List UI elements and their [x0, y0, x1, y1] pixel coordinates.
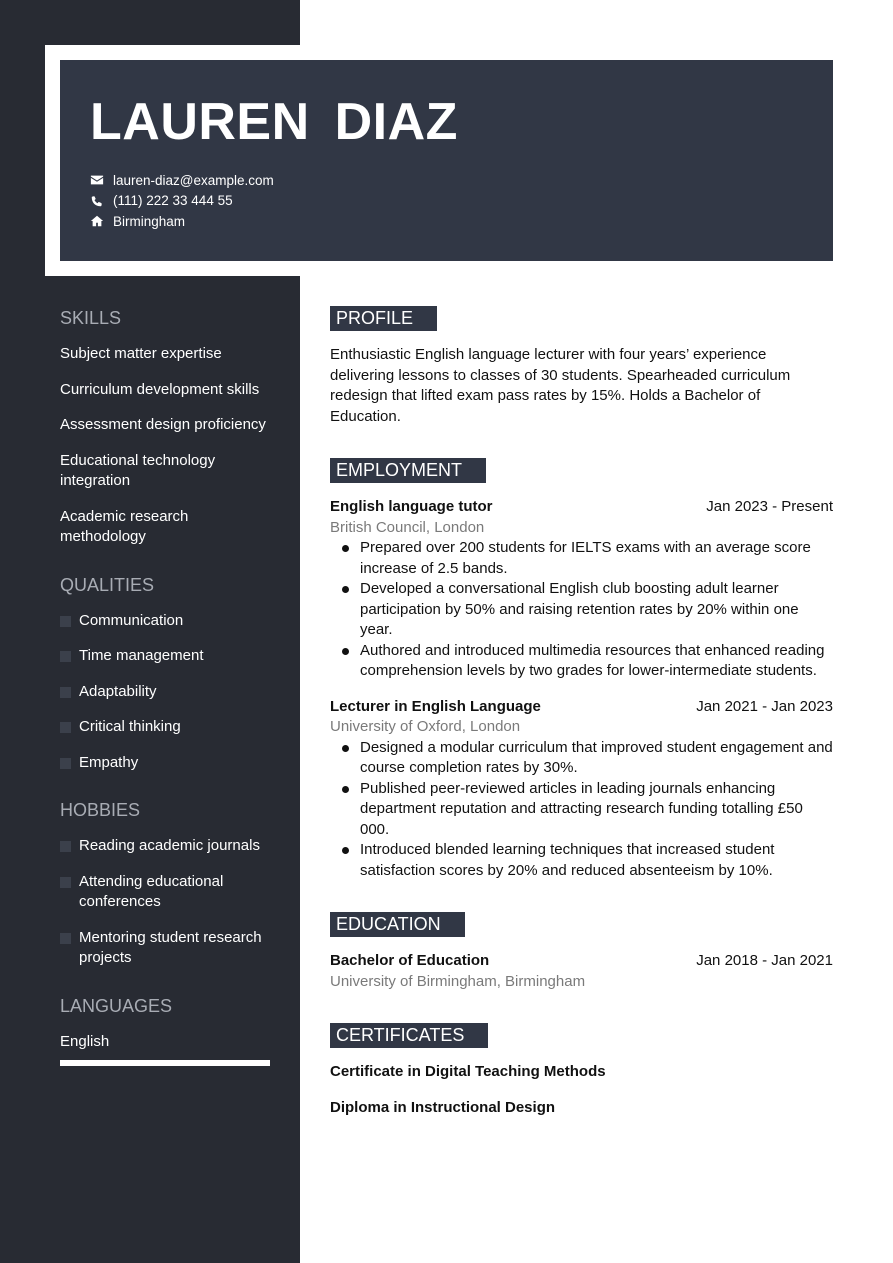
- home-icon: [90, 214, 104, 228]
- skill-item: Curriculum development skills: [60, 380, 260, 398]
- job-entry: [330, 497, 833, 682]
- degree-title: Bachelor of Education: [330, 952, 490, 969]
- qualities-heading: QUALITIES: [60, 574, 155, 595]
- job-dates: Jan 2021 - Jan 2023: [696, 697, 833, 715]
- job-title: Lecturer in English Language: [330, 697, 541, 715]
- quality-item: [60, 717, 275, 738]
- location-row: [90, 211, 274, 232]
- quality-item: [60, 646, 275, 667]
- contact-info: [90, 170, 274, 232]
- job-organization: British Council, London: [330, 518, 485, 536]
- job-organization: University of Oxford, London: [330, 718, 521, 735]
- quality-label: Time management: [79, 647, 204, 664]
- quality-item: [60, 753, 275, 774]
- square-bullet-icon: [60, 841, 71, 852]
- sidebar-content: [60, 306, 275, 1066]
- header: [60, 60, 833, 261]
- location-text: Birmingham: [113, 213, 186, 229]
- email-text[interactable]: lauren-diaz@example.com: [113, 172, 274, 188]
- job-bullets: [330, 538, 833, 682]
- certificates-heading: CERTIFICATES: [330, 1023, 488, 1048]
- quality-item: [60, 682, 275, 703]
- email-row: [90, 170, 274, 191]
- quality-label: Empathy: [79, 753, 139, 771]
- language-name: English: [60, 1032, 110, 1050]
- job-entry: [330, 697, 833, 882]
- skill-item: Subject matter expertise: [60, 345, 222, 362]
- job-bullet: Published peer-reviewed articles in leading journals enhancing department reputation and attracting research funding totalling £50 000.: [360, 779, 833, 841]
- skill-item: Academic research methodology: [60, 507, 189, 545]
- job-title: English language tutor: [330, 498, 493, 515]
- hobby-item: [60, 872, 275, 913]
- square-bullet-icon: [60, 722, 71, 733]
- education-dates: Jan 2018 - Jan 2021: [696, 952, 833, 969]
- certificate-item: Diploma in Instructional Design: [330, 1098, 556, 1116]
- quality-label: Critical thinking: [79, 718, 181, 735]
- job-bullet: Designed a modular curriculum that improved student engagement and course completion rates by 30%.: [360, 738, 833, 779]
- phone-text: (111) 222 33 444 55: [113, 193, 233, 209]
- education-heading: EDUCATION: [330, 912, 465, 937]
- hobbies-heading: HOBBIES: [60, 800, 141, 820]
- square-bullet-icon: [60, 616, 71, 627]
- school-name: University of Birmingham, Birmingham: [330, 972, 586, 990]
- hobby-item: [60, 836, 275, 857]
- job-bullets: [330, 738, 833, 882]
- hobby-item: [60, 928, 275, 969]
- job-bullet: Prepared over 200 students for IELTS exams with an average score increase of 2.5 bands.: [360, 538, 833, 579]
- main-content: [330, 306, 833, 1133]
- skills-heading: SKILLS: [60, 308, 122, 328]
- job-bullet: Developed a conversational English club boosting adult learner participation by 50% and raising retention rates by 20% within one year.: [360, 579, 833, 641]
- skill-item: Educational technology integration: [60, 451, 216, 489]
- job-bullet: Introduced blended learning techniques that increased student satisfaction scores by 20% and reduced absenteeism by 10%.: [360, 840, 833, 881]
- job-header: [330, 697, 833, 718]
- hobby-label: Attending educational conferences: [79, 872, 224, 910]
- job-dates: Jan 2023 - Present: [706, 498, 833, 515]
- square-bullet-icon: [60, 758, 71, 769]
- envelope-icon: [90, 173, 104, 187]
- phone-row: [90, 191, 274, 212]
- job-header: [330, 497, 833, 518]
- quality-item: [60, 611, 275, 632]
- hobby-label: Reading academic journals: [79, 837, 260, 854]
- square-bullet-icon: [60, 933, 71, 944]
- education-header: [330, 951, 833, 972]
- square-bullet-icon: [60, 687, 71, 698]
- profile-summary: Enthusiastic English language lecturer with four years’ experience delivering lessons to classes of 30 students. Spearheaded curriculum redesign that lifted exam pass rates by 15%. Holds a Bachelor of Education.: [330, 346, 791, 425]
- candidate-name: LAUREN DIAZ: [90, 93, 458, 151]
- skill-item: Assessment design proficiency: [60, 416, 266, 433]
- employment-heading: EMPLOYMENT: [330, 458, 486, 483]
- square-bullet-icon: [60, 877, 71, 888]
- job-bullet: Authored and introduced multimedia resources that enhanced reading comprehension levels by two grades for lower-intermediate students.: [360, 641, 833, 682]
- certificate-item: Certificate in Digital Teaching Methods: [330, 1063, 606, 1080]
- languages-heading: LANGUAGES: [60, 995, 173, 1016]
- phone-icon: [90, 194, 104, 208]
- quality-label: Communication: [79, 611, 184, 629]
- profile-heading: PROFILE: [330, 306, 437, 331]
- language-level-bar: [60, 1060, 270, 1066]
- square-bullet-icon: [60, 651, 71, 662]
- hobby-label: Mentoring student research projects: [79, 928, 262, 966]
- quality-label: Adaptability: [79, 682, 157, 700]
